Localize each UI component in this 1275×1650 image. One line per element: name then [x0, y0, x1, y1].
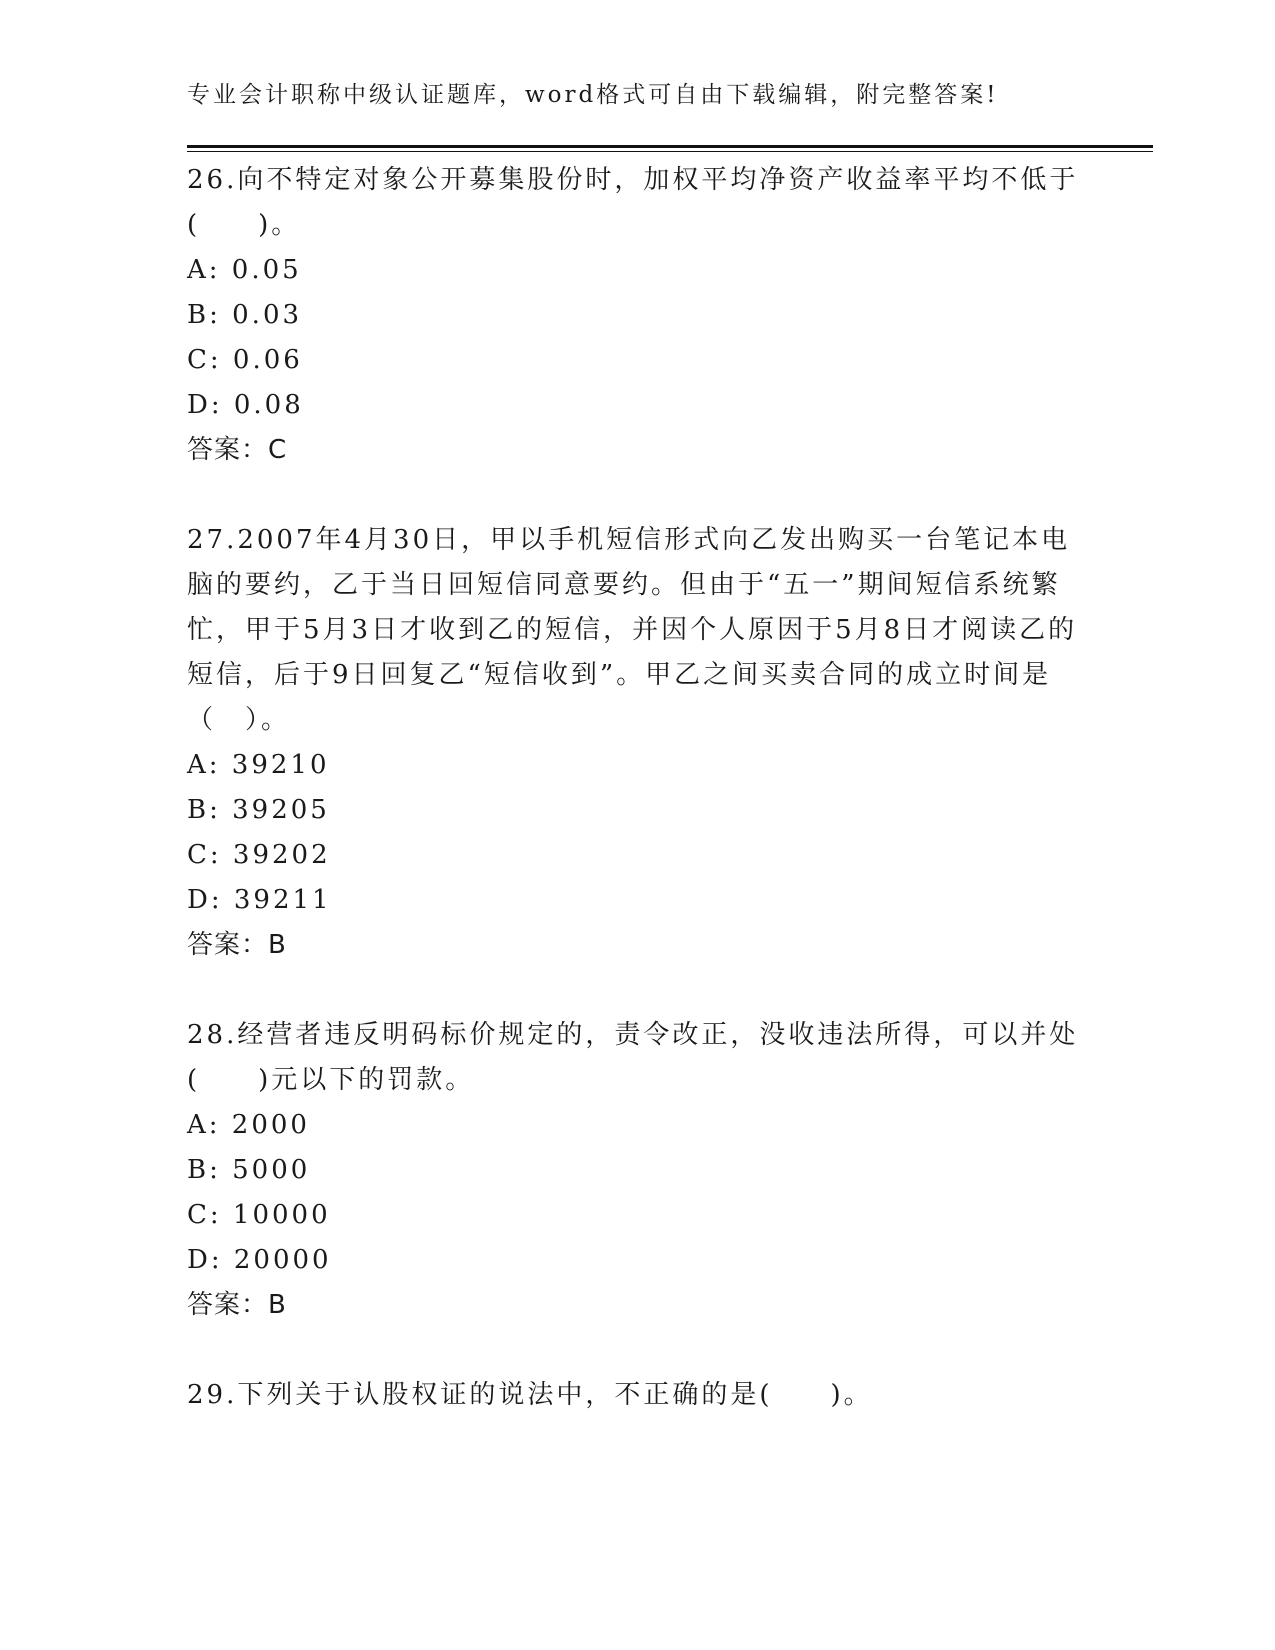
option-b: B: 0.03: [187, 300, 303, 330]
question-26: [187, 158, 1087, 473]
option-b: B: 5000: [187, 1155, 311, 1185]
option-d: D: 20000: [187, 1245, 332, 1275]
question-text: 26.向不特定对象公开募集股份时，加权平均净资产收益率平均不低于( )。: [187, 165, 1079, 240]
option-a: A: 39210: [187, 750, 330, 780]
option-d: D: 39211: [187, 885, 332, 915]
option-a: A: 2000: [187, 1110, 310, 1140]
question-text: 28.经营者违反明码标价规定的，责令改正，没收违法所得，可以并处( )元以下的罚款。: [187, 1020, 1079, 1095]
question-text: 27.2007年4月30日，甲以手机短信形式向乙发出购买一台笔记本电脑的要约，乙于当日回短信同意要约。但由于“五一”期间短信系统繁忙，甲于5月3日才收到乙的短信，并因个人原因于5月8日才阅读乙的短信，后于9日回复乙“短信收到”。甲乙之间买卖合同的成立时间是（ ）。: [187, 525, 1078, 735]
option-d: D: 0.08: [187, 390, 304, 420]
header-divider-thin: [187, 151, 1153, 152]
header-divider-thick: [187, 145, 1153, 148]
question-27: [187, 518, 1087, 968]
question-29: [187, 1373, 1087, 1418]
option-c: C: 39202: [187, 840, 331, 870]
answer-line: 答案：B: [187, 1290, 287, 1320]
option-b: B: 39205: [187, 795, 330, 825]
question-list: [187, 158, 1087, 1463]
option-c: C: 10000: [187, 1200, 331, 1230]
answer-line: 答案：C: [187, 435, 288, 465]
question-28: [187, 1013, 1087, 1328]
page-header: 专业会计职称中级认证题库，word格式可自由下载编辑，附完整答案!: [187, 82, 999, 108]
question-text: 29.下列关于认股权证的说法中，不正确的是( )。: [187, 1380, 873, 1410]
option-c: C: 0.06: [187, 345, 303, 375]
option-a: A: 0.05: [187, 255, 302, 285]
answer-line: 答案：B: [187, 930, 287, 960]
